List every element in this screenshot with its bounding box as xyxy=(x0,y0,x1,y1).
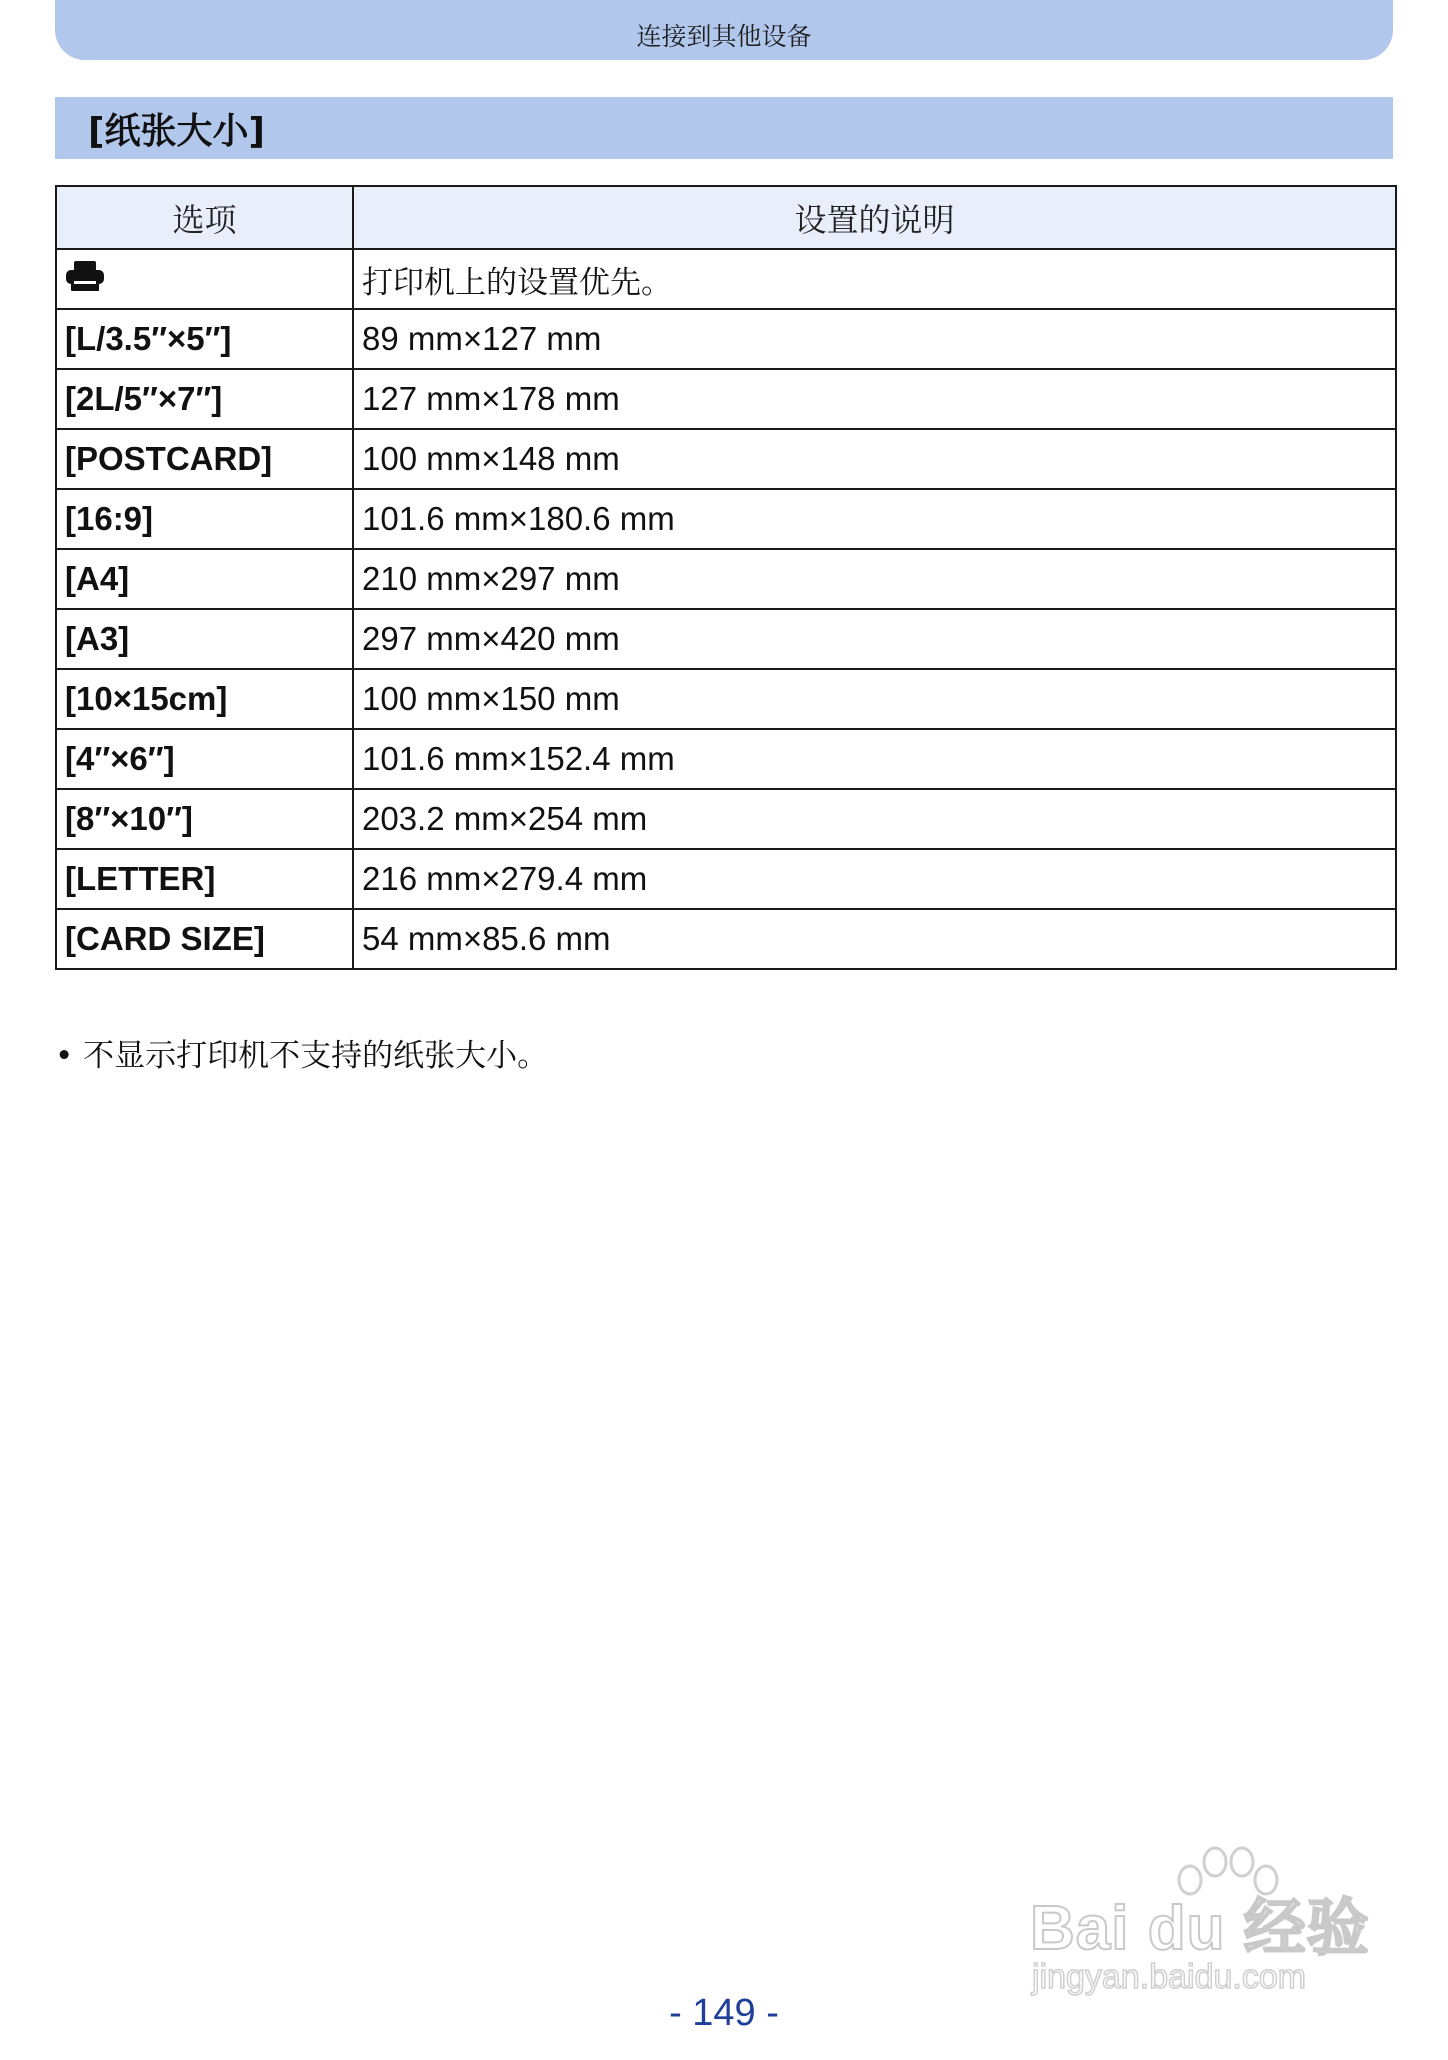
description-cell: 89 mm×127 mm xyxy=(353,309,1396,369)
description-cell: 100 mm×150 mm xyxy=(353,669,1396,729)
description-cell: 203.2 mm×254 mm xyxy=(353,789,1396,849)
option-cell: [16:9] xyxy=(56,489,353,549)
table-row xyxy=(56,669,1396,729)
option-cell: [A4] xyxy=(56,549,353,609)
description-cell: 297 mm×420 mm xyxy=(353,609,1396,669)
option-cell: [POSTCARD] xyxy=(56,429,353,489)
printer-icon xyxy=(65,260,105,300)
table-row xyxy=(56,249,1396,309)
table-header-row xyxy=(56,186,1396,249)
option-cell: [2L/5″×7″] xyxy=(56,369,353,429)
column-header-option: 选项 xyxy=(56,186,353,249)
table-row xyxy=(56,609,1396,669)
option-cell: [LETTER] xyxy=(56,849,353,909)
table-row xyxy=(56,489,1396,549)
table-row xyxy=(56,369,1396,429)
footnote: • 不显示打印机不支持的纸张大小。 xyxy=(55,1038,549,1074)
description-cell: 101.6 mm×152.4 mm xyxy=(353,729,1396,789)
option-cell: [4″×6″] xyxy=(56,729,353,789)
chapter-header-bar xyxy=(55,0,1393,60)
table-row xyxy=(56,549,1396,609)
description-cell: 101.6 mm×180.6 mm xyxy=(353,489,1396,549)
description-cell: 210 mm×297 mm xyxy=(353,549,1396,609)
option-cell xyxy=(56,249,353,309)
option-cell: [L/3.5″×5″] xyxy=(56,309,353,369)
section-header xyxy=(55,97,1393,159)
table-row xyxy=(56,429,1396,489)
option-cell: [10×15cm] xyxy=(56,669,353,729)
description-cell: 100 mm×148 mm xyxy=(353,429,1396,489)
option-cell: [8″×10″] xyxy=(56,789,353,849)
table-row xyxy=(56,309,1396,369)
table-row xyxy=(56,729,1396,789)
option-cell: [A3] xyxy=(56,609,353,669)
table-row xyxy=(56,849,1396,909)
section-title: [纸张大小] xyxy=(88,110,265,152)
paper-size-table xyxy=(55,185,1397,970)
description-cell: 216 mm×279.4 mm xyxy=(353,849,1396,909)
chapter-title: 连接到其他设备 xyxy=(636,22,812,51)
watermark-domain: jingyan.baidu.com xyxy=(1032,1958,1307,1996)
description-cell: 54 mm×85.6 mm xyxy=(353,909,1396,969)
option-cell: [CARD SIZE] xyxy=(56,909,353,969)
column-header-description: 设置的说明 xyxy=(353,186,1396,249)
description-cell: 127 mm×178 mm xyxy=(353,369,1396,429)
watermark-brand: Bai du 经验 xyxy=(1030,1894,1370,1963)
table-row xyxy=(56,909,1396,969)
description-cell: 打印机上的设置优先。 xyxy=(353,249,1396,309)
table-row xyxy=(56,789,1396,849)
page-number: - 149 - xyxy=(669,1992,779,2034)
